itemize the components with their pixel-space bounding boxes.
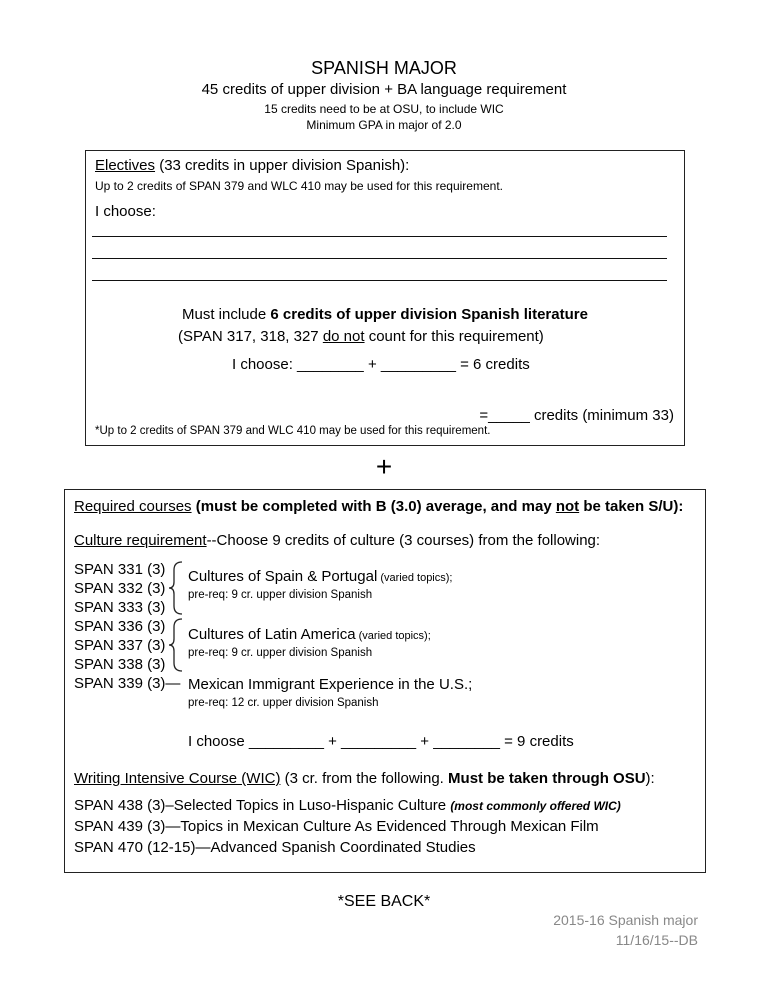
electives-note: Up to 2 credits of SPAN 379 and WLC 410 may be used for this requirement. [95, 179, 503, 193]
footer-doc-title: 2015-16 Spanish major [553, 912, 698, 928]
plus-sign: + [375, 451, 393, 482]
brace-icons [168, 560, 190, 680]
wic-course-470: SPAN 470 (12-15)—Advanced Spanish Coordinated Studies [74, 839, 476, 856]
write-in-line[interactable] [92, 258, 667, 259]
group-latin-america-prereq: pre-req: 9 cr. upper division Spanish [188, 647, 373, 659]
culture-course-list [74, 560, 180, 693]
group-mexican-immigrant-title: Mexican Immigrant Experience in the U.S.; [188, 676, 473, 693]
write-in-line[interactable] [92, 236, 667, 237]
course-item: SPAN 332 (3) [74, 580, 166, 597]
culture-choose: I choose _________ + _________ + ________ = 9 credits [188, 733, 574, 750]
credits-summary: 45 credits of upper division + BA language requirement [201, 81, 567, 98]
left-brace-icon [169, 619, 182, 671]
footer-date: 11/16/15--DB [615, 932, 698, 948]
group-latin-america-title: Cultures of Latin America (varied topics); [188, 626, 431, 643]
gpa-note: Minimum GPA in major of 2.0 [306, 118, 462, 132]
literature-exclusions: (SPAN 317, 318, 327 do not count for this requirement) [178, 328, 544, 345]
course-item: SPAN 339 (3)— [74, 675, 181, 692]
left-brace-icon [169, 562, 182, 614]
wic-course-438: SPAN 438 (3)–Selected Topics in Luso-Hispanic Culture (most commonly offered WIC) [74, 797, 621, 814]
course-item: SPAN 333 (3) [74, 599, 166, 616]
group-spain-portugal-title: Cultures of Spain & Portugal (varied topics); [188, 568, 453, 585]
electives-total: =_____ credits (minimum 33) [479, 407, 674, 424]
course-item: SPAN 338 (3) [74, 656, 166, 673]
electives-choose-label: I choose: [95, 203, 156, 220]
literature-choose: I choose: ________ + _________ = 6 credits [232, 356, 530, 373]
course-item: SPAN 336 (3) [74, 618, 166, 635]
literature-requirement: Must include 6 credits of upper division Spanish literature [182, 306, 588, 323]
course-item: SPAN 331 (3) [74, 561, 166, 578]
osu-credits-note: 15 credits need to be at OSU, to include WIC [264, 102, 504, 116]
electives-box [85, 150, 685, 446]
required-courses-heading: Required courses (must be completed with B (3.0) average, and may not be taken S/U): [74, 498, 684, 515]
write-in-line[interactable] [92, 280, 667, 281]
group-mexican-immigrant-prereq: pre-req: 12 cr. upper division Spanish [188, 697, 379, 709]
course-item: SPAN 337 (3) [74, 637, 166, 654]
culture-requirement-heading: Culture requirement--Choose 9 credits of culture (3 courses) from the following: [74, 532, 601, 549]
page-title: SPANISH MAJOR [311, 58, 457, 78]
electives-heading: Electives (33 credits in upper division Spanish): [95, 157, 410, 174]
wic-heading: Writing Intensive Course (WIC) (3 cr. from the following. Must be taken through OSU): [74, 770, 655, 787]
see-back-note: *SEE BACK* [337, 893, 431, 910]
electives-footnote: *Up to 2 credits of SPAN 379 and WLC 410 may be used for this requirement. [95, 425, 491, 437]
wic-course-439: SPAN 439 (3)—Topics in Mexican Culture As Evidenced Through Mexican Film [74, 818, 599, 835]
group-spain-portugal-prereq: pre-req: 9 cr. upper division Spanish [188, 589, 373, 601]
